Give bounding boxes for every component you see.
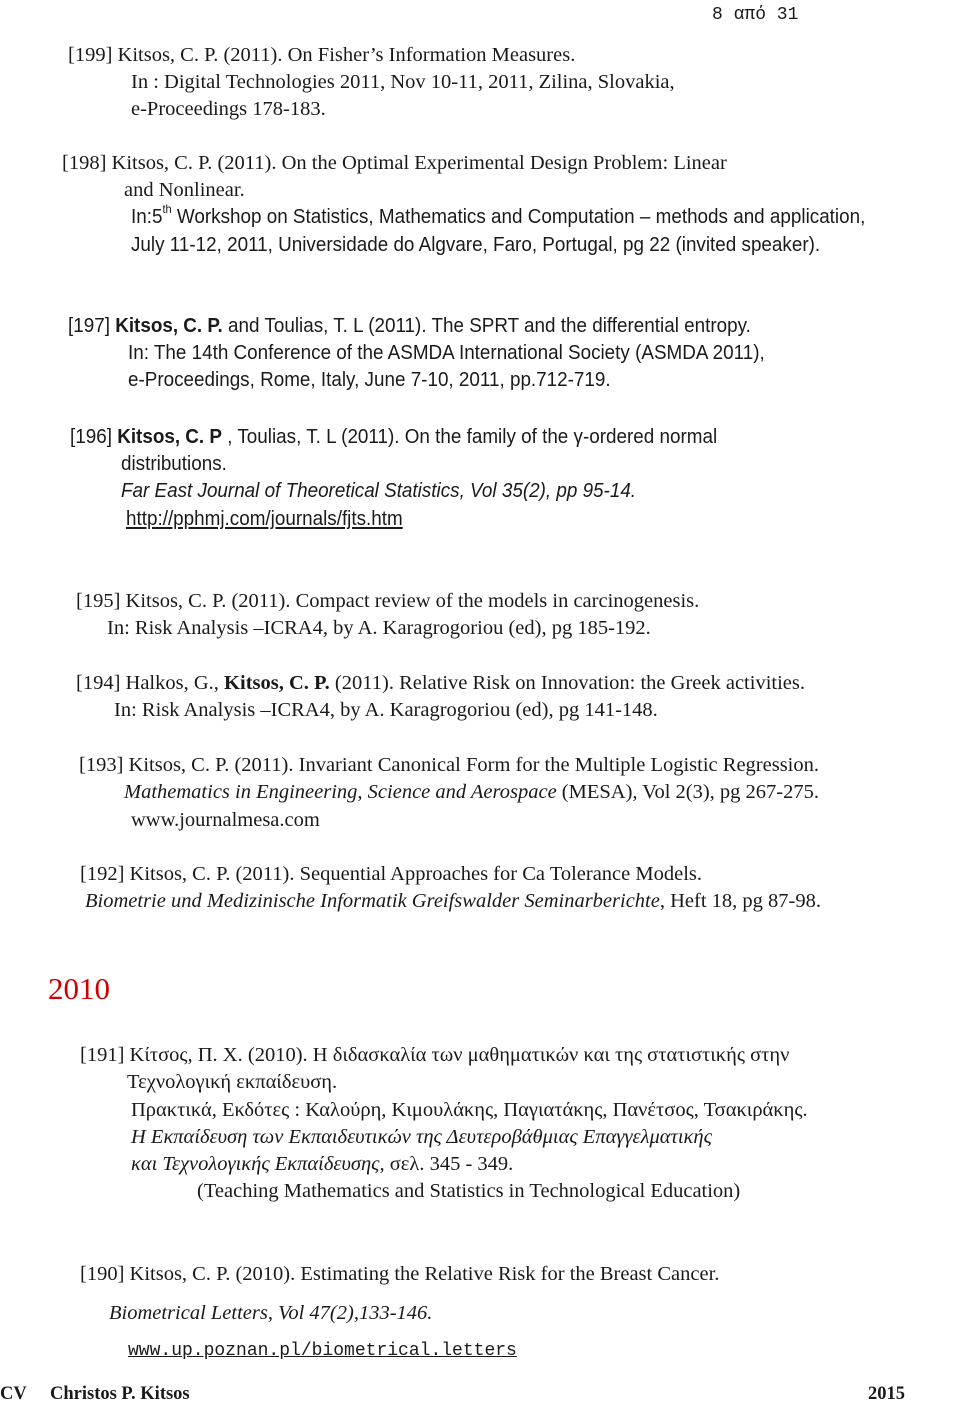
page-number: 8 από 31 bbox=[712, 5, 799, 25]
reference-text: , Toulias, T. L (2011). On the family of the γ-ordered normal bbox=[222, 425, 718, 448]
journal-title: Η Εκπαίδευση των Εκπαιδευτικών της Δευτεροβάθμιας Επαγγελματικής bbox=[131, 1126, 712, 1148]
reference-text: σελ. 345 - 349. bbox=[384, 1153, 514, 1175]
reference-line: distributions. bbox=[121, 452, 227, 475]
reference-line bbox=[85, 891, 821, 912]
reference-line: [195] Kitsos, C. P. (2011). Compact review of the models in carcinogenesis. bbox=[76, 590, 700, 612]
reference-text: In:5 bbox=[131, 205, 163, 228]
journal-title: Mathematics in Engineering, Science and Aerospace bbox=[124, 781, 557, 803]
author-highlight: Kitsos, C. P bbox=[117, 425, 223, 448]
reference-line: [190] Kitsos, C. P. (2010). Estimating the Relative Risk for the Breast Cancer. bbox=[80, 1263, 720, 1285]
reference-line bbox=[131, 1154, 513, 1175]
reference-line: In : Digital Technologies 2011, Nov 10-11, 2011, Zilina, Slovakia, bbox=[131, 71, 675, 93]
reference-line: e-Proceedings 178-183. bbox=[131, 98, 326, 120]
reference-line: [198] Kitsos, C. P. (2011). On the Optimal Experimental Design Problem: Linear bbox=[62, 152, 727, 174]
reference-line: and Nonlinear. bbox=[124, 179, 245, 201]
journal-title: και Τεχνολογικής Εκπαίδευσης, bbox=[131, 1153, 385, 1175]
reference-line bbox=[124, 782, 819, 803]
reference-number: [196] bbox=[70, 425, 118, 448]
reference-text: [194] Halkos, G., bbox=[76, 672, 225, 694]
reference-line bbox=[70, 427, 717, 448]
footer-year: 2015 bbox=[868, 1384, 905, 1404]
journal-title: Biometrical Letters, Vol 47(2),133-146. bbox=[109, 1302, 433, 1324]
reference-number: [197] bbox=[68, 314, 116, 337]
reference-text: (MESA), Vol 2(3), pg 267-275. bbox=[556, 781, 819, 803]
journal-link[interactable]: www.up.poznan.pl/biometrical.letters bbox=[128, 1341, 517, 1361]
author-highlight: Kitsos, C. P. bbox=[115, 314, 223, 337]
reference-line: In: Risk Analysis –ICRA4, by A. Karagrogoriou (ed), pg 185-192. bbox=[107, 617, 651, 639]
year-heading: 2010 bbox=[48, 971, 110, 1006]
reference-line: Τεχνολογική εκπαίδευση. bbox=[127, 1071, 338, 1093]
footer-author-name: Christos P. Kitsos bbox=[50, 1384, 190, 1404]
reference-line: (Teaching Mathematics and Statistics in Technological Education) bbox=[197, 1180, 741, 1202]
reference-line bbox=[131, 202, 866, 228]
journal-title: Biometrie und Medizinische Informatik Greifswalder Seminarberichte bbox=[85, 890, 660, 912]
reference-line: July 11-12, 2011, Universidade do Algvare, Faro, Portugal, pg 22 (invited speaker). bbox=[131, 233, 821, 256]
reference-line: [199] Kitsos, C. P. (2011). On Fisher’s Information Measures. bbox=[68, 44, 576, 66]
reference-line: [192] Kitsos, C. P. (2011). Sequential Approaches for Ca Tolerance Models. bbox=[80, 863, 702, 885]
reference-line bbox=[68, 316, 751, 337]
reference-line bbox=[76, 673, 805, 694]
journal-title: Far East Journal of Theoretical Statistics, Vol 35(2), pp 95-14. bbox=[121, 479, 637, 502]
reference-line: In: The 14th Conference of the ASMDA International Society (ASMDA 2011), bbox=[128, 341, 765, 364]
superscript: th bbox=[162, 202, 172, 216]
reference-line: [191] Κίτσος, Π. Χ. (2010). Η διδασκαλία των μαθηματικών και της στατιστικής στην bbox=[80, 1044, 790, 1066]
reference-line: [193] Kitsos, C. P. (2011). Invariant Canonical Form for the Multiple Logistic Regression. bbox=[79, 754, 819, 776]
reference-text: and Toulias, T. L (2011). The SPRT and the differential entropy. bbox=[222, 314, 751, 337]
reference-text: Workshop on Statistics, Mathematics and Computation – methods and application, bbox=[171, 205, 866, 228]
reference-line: In: Risk Analysis –ICRA4, by A. Karagrogoriou (ed), pg 141-148. bbox=[114, 699, 658, 721]
journal-link[interactable]: www.journalmesa.com bbox=[131, 809, 320, 831]
reference-text: (2011). Relative Risk on Innovation: the Greek activities. bbox=[329, 672, 805, 694]
reference-line: e-Proceedings, Rome, Italy, June 7-10, 2011, pp.712-719. bbox=[128, 368, 611, 391]
footer-cv-label: CV bbox=[0, 1384, 27, 1404]
journal-link[interactable]: http://pphmj.com/journals/fjts.htm bbox=[126, 507, 403, 530]
reference-text: , Heft 18, pg 87-98. bbox=[659, 890, 821, 912]
reference-line: Πρακτικά, Εκδότες : Καλούρη, Κιμουλάκης, Παγιατάκης, Πανέτσος, Τσακιράκης. bbox=[131, 1099, 808, 1121]
author-highlight: Kitsos, C. P. bbox=[224, 672, 330, 694]
